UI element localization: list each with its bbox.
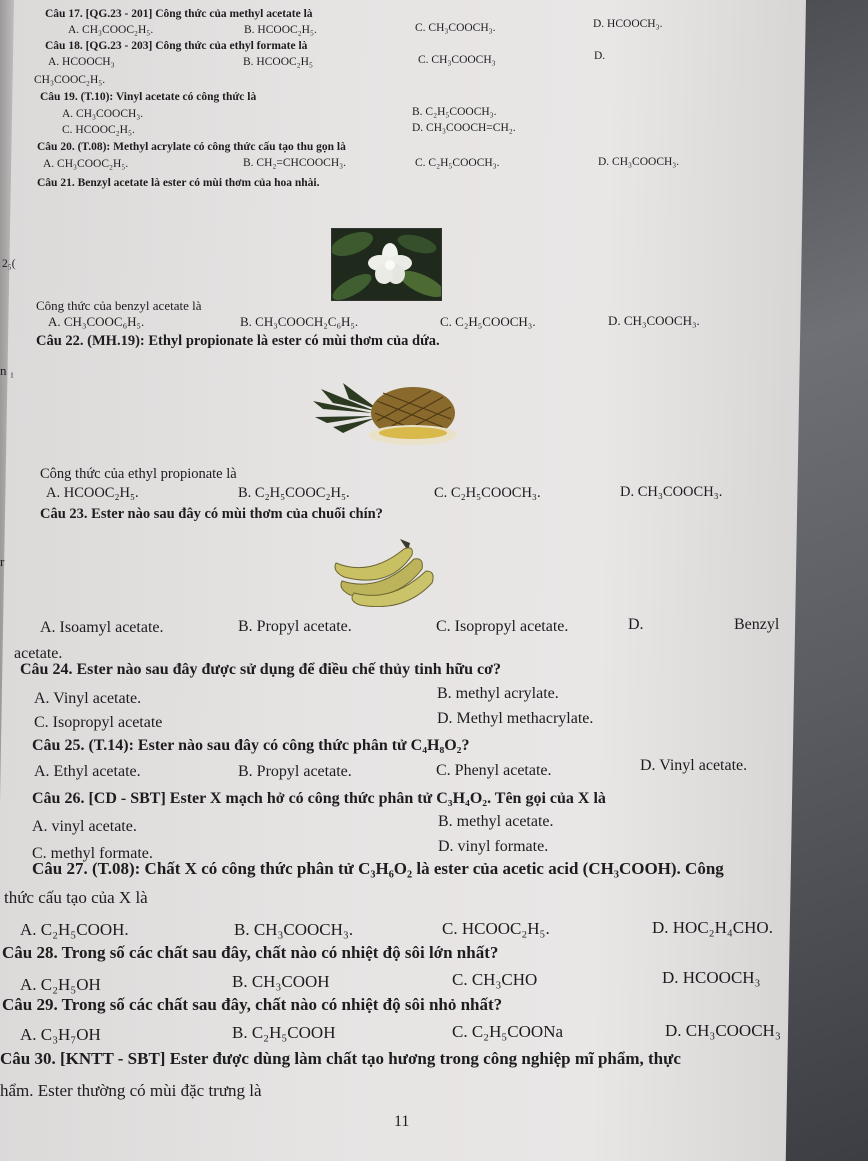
text-q28: Câu 28. Trong số các chất sau đây, chất nào có nhiệt độ sôi lớn nhất? xyxy=(2,943,499,962)
text-q28a: A. C₂H₅OH xyxy=(20,975,101,994)
text-q22: Câu 22. (MH.19): Ethyl propionate là ester có mùi thơm của dứa. xyxy=(36,333,440,349)
text-q23m: r xyxy=(0,554,5,569)
text-q22c: C. C₂H₅COOCH₃. xyxy=(434,485,541,501)
text-q21: Câu 21. Benzyl acetate là ester có mùi thơm của hoa nhài. xyxy=(37,177,320,189)
text-q27: Câu 27. (T.08): Chất X có công thức phân tử C₃H₆O₂ là ester của acetic acid (CH₃COOH). Công xyxy=(32,859,724,878)
text-q24b: B. methyl acrylate. xyxy=(437,685,559,702)
text-q19: Câu 19. (T.10): Vinyl acetate có công thức là xyxy=(40,91,257,103)
text-q17d: D. HCOOCH₃. xyxy=(593,18,663,30)
text-q23d3: acetate. xyxy=(14,645,63,662)
text-q26: Câu 26. [CD - SBT] Ester X mạch hở có công thức phân tử C₃H₄O₂. Tên gọi của X là xyxy=(32,790,606,807)
text-q22a: A. HCOOC₂H₅. xyxy=(46,485,139,501)
text-q27b: thức cấu tạo của X là xyxy=(4,888,148,907)
text-q29c: C. C₂H₅COONa xyxy=(452,1022,564,1041)
text-q18c: C. CH₃COOCH₃ xyxy=(418,54,496,66)
text-q18d: D. xyxy=(594,50,606,62)
text-q30b: hẩm. Ester thường có mùi đặc trưng là xyxy=(0,1081,262,1100)
text-q25b: B. Propyl acetate. xyxy=(238,763,352,780)
text-q24: Câu 24. Ester nào sau đây được sử dụng để điều chế thủy tinh hữu cơ? xyxy=(20,661,501,678)
text-q22m: n ₁ xyxy=(0,363,15,378)
text-q19b: B. C₂H₅COOCH₃. xyxy=(412,106,497,118)
text-q28c: C. CH₃CHO xyxy=(452,970,538,989)
text-q29a: A. C₃H₇OH xyxy=(20,1025,101,1044)
text-q26b: B. methyl acetate. xyxy=(438,813,554,830)
text-q19c: C. HCOOC₂H₅. xyxy=(62,124,135,136)
jasmine-flower-image xyxy=(331,228,442,301)
text-q23c: C. Isopropyl acetate. xyxy=(436,618,569,635)
text-q19a: A. CH₃COOCH₃. xyxy=(62,108,144,120)
text-q25c: C. Phenyl acetate. xyxy=(436,762,552,779)
text-page: 11 xyxy=(394,1113,410,1130)
text-q21d: D. CH₃COOCH₃. xyxy=(608,313,700,328)
text-q21a: A. CH₃COOC₆H₅. xyxy=(48,314,145,329)
text-q24d: D. Methyl methacrylate. xyxy=(437,710,594,727)
text-q22b: B. C₂H₅COOC₂H₅. xyxy=(238,485,350,501)
text-q27a: A. C₂H₅COOH. xyxy=(20,920,129,939)
text-q25: Câu 25. (T.14): Ester nào sau đây có công thức phân tử C₄H₈O₂? xyxy=(32,737,470,754)
text-q18d2: CH₃COOC₂H₅. xyxy=(34,74,106,86)
text-q22d: D. CH₃COOCH₃. xyxy=(620,484,723,500)
text-q23a: A. Isoamyl acetate. xyxy=(40,619,164,636)
pineapple-image xyxy=(313,383,458,449)
text-q26c: C. methyl formate. xyxy=(32,845,153,862)
text-q20b: B. CH₂=CHCOOCH₃. xyxy=(243,157,347,169)
text-q20a: A. CH₃COOC₂H₅. xyxy=(43,158,129,170)
text-q20d: D. CH₃COOCH₃. xyxy=(598,156,680,168)
text-q21s: Công thức của benzyl acetate là xyxy=(36,298,202,313)
text-q23: Câu 23. Ester nào sau đây có mùi thơm của chuối chín? xyxy=(40,506,383,522)
text-q17: Câu 17. [QG.23 - 201] Công thức của methyl acetate là xyxy=(45,8,313,20)
text-q17a: A. CH₃COOC₂H₅. xyxy=(68,24,154,36)
text-q27c: C. HCOOC₂H₅. xyxy=(442,919,550,938)
text-q25a: A. Ethyl acetate. xyxy=(34,763,141,780)
text-q27bb: B. CH₃COOCH₃. xyxy=(234,920,354,939)
text-q21b: B. CH₃COOCH₂C₆H₅. xyxy=(240,314,359,329)
text-q18: Câu 18. [QG.23 - 203] Công thức của ethyl formate là xyxy=(45,40,308,52)
text-q29d: D. CH₃COOCH₃ xyxy=(665,1021,781,1040)
banana-image xyxy=(330,537,440,607)
text-q23b: B. Propyl acetate. xyxy=(238,618,352,635)
text-q29b: B. C₂H₅COOH xyxy=(232,1023,336,1042)
text-q18a: A. HCOOCH₃ xyxy=(48,56,115,68)
text-q23d: D. xyxy=(628,616,644,633)
text-q18b: B. HCOOC₂H₅ xyxy=(243,56,313,68)
text-q24c: C. Isopropyl acetate xyxy=(34,714,163,731)
text-q28b: B. CH₃COOH xyxy=(232,972,330,991)
text-q19d: D. CH₃COOCH=CH₂. xyxy=(412,122,516,134)
text-q21m: 2₅( xyxy=(2,258,16,270)
text-q23d2: Benzyl xyxy=(734,616,780,633)
text-q27d: D. HOC₂H₄CHO. xyxy=(652,918,773,937)
text-q22s: Công thức của ethyl propionate là xyxy=(40,466,237,482)
text-q20c: C. C₂H₅COOCH₃. xyxy=(415,157,500,169)
text-q26a: A. vinyl acetate. xyxy=(32,818,137,835)
text-q17c: C. CH₃COOCH₃. xyxy=(415,22,496,34)
text-q26d: D. vinyl formate. xyxy=(438,838,549,855)
text-q28d: D. HCOOCH₃ xyxy=(662,968,761,987)
text-q29: Câu 29. Trong số các chất sau đây, chất nào có nhiệt độ sôi nhỏ nhất? xyxy=(2,995,503,1014)
text-q30: Câu 30. [KNTT - SBT] Ester được dùng làm chất tạo hương trong công nghiệp mĩ phẩm, thực xyxy=(0,1049,681,1068)
text-q20: Câu 20. (T.08): Methyl acrylate có công thức cấu tạo thu gọn là xyxy=(37,141,346,153)
text-q24a: A. Vinyl acetate. xyxy=(34,690,142,707)
text-q21c: C. C₂H₅COOCH₃. xyxy=(440,314,536,329)
text-q25d: D. Vinyl acetate. xyxy=(640,757,748,774)
text-q17b: B. HCOOC₂H₅. xyxy=(244,24,317,36)
